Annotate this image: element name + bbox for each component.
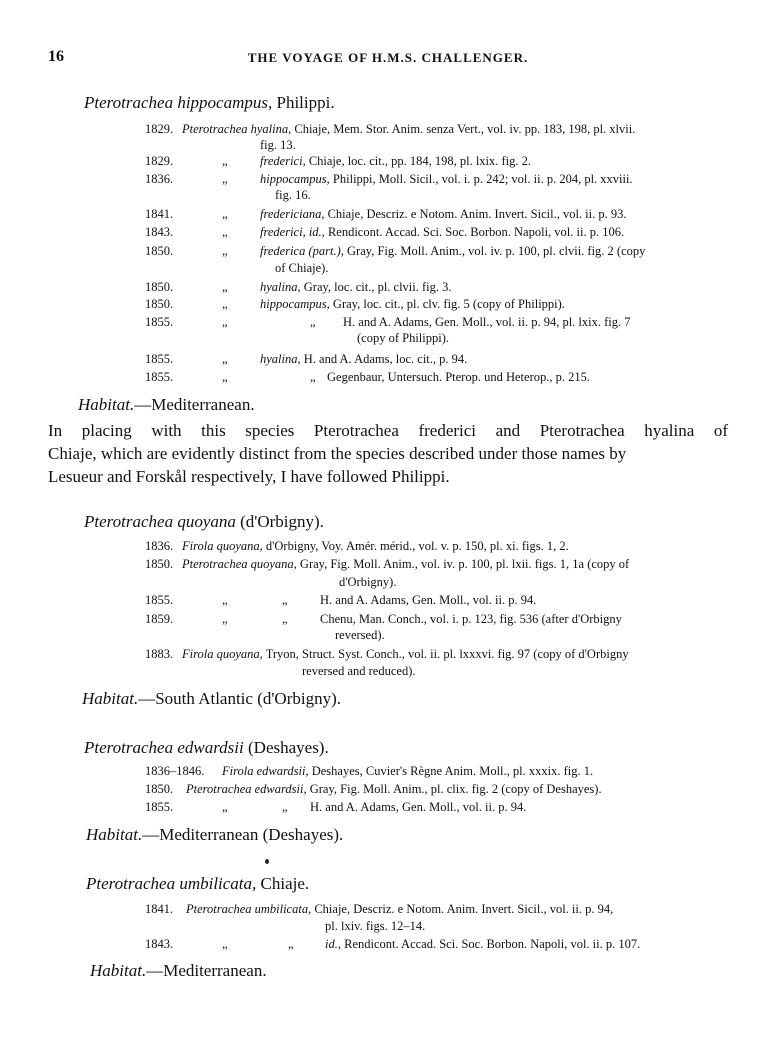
- synonymy-row: 1843. „ „ id., Rendicont. Accad. Sci. Soc. Borbon. Napoli, vol. ii. p. 107.: [145, 937, 641, 951]
- synonymy-row: 1841. „ fredericiana, Chiaje, Descriz. e Notom. Anim. Invert. Sicil., vol. ii. p. 93.: [145, 207, 627, 221]
- synonymy-continuation: pl. lxiv. figs. 12–14.: [325, 919, 426, 933]
- synonymy-row: 1855. „ hyalina, H. and A. Adams, loc. cit., p. 94.: [145, 352, 468, 366]
- synonymy-row: 1836. Firola quoyana, d'Orbigny, Voy. Amér. mérid., vol. v. p. 150, pl. xi. figs. 1, 2.: [145, 539, 569, 553]
- synonymy-continuation: of Chiaje).: [275, 261, 329, 275]
- synonymy-row: 1855. „ „ H. and A. Adams, Gen. Moll., vol. ii. p. 94.: [145, 800, 527, 814]
- synonymy-row: 1850. Pterotrachea edwardsii, Gray, Fig. Moll. Anim., pl. clix. fig. 2 (copy of Deshayes).: [145, 782, 602, 796]
- species-heading-quoyana: Pterotrachea quoyana (d'Orbigny).: [84, 512, 324, 531]
- synonymy-continuation: reversed and reduced).: [302, 664, 416, 678]
- habitat-line: Habitat.—Mediterranean (Deshayes).: [86, 825, 344, 844]
- synonymy-row: 1883. Firola quoyana, Tryon, Struct. Syst. Conch., vol. ii. pl. lxxxvi. fig. 97 (copy of d'Orbigny: [145, 647, 629, 661]
- species-name: Pterotrachea hippocampus,: [84, 93, 273, 112]
- synonymy-row: 1836. „ hippocampus, Philippi, Moll. Sicil., vol. i. p. 242; vol. ii. p. 204, pl. xxviii.: [145, 172, 633, 186]
- habitat-line: Habitat.—Mediterranean.: [78, 395, 255, 414]
- synonymy-row: 1850. „ frederica (part.), Gray, Fig. Moll. Anim., vol. iv. p. 100, pl. clvii. fig. 2 (copy: [145, 244, 646, 258]
- synonymy-row: 1843. „ frederici, id., Rendicont. Accad. Sci. Soc. Borbon. Napoli, vol. ii. p. 106.: [145, 225, 625, 239]
- synonymy-row: 1850. „ hippocampus, Gray, loc. cit., pl. clv. fig. 5 (copy of Philippi).: [145, 297, 565, 311]
- synonymy-row: 1836–1846. Firola edwardsii, Deshayes, Cuvier's Règne Anim. Moll., pl. xxxix. fig. 1.: [145, 764, 594, 778]
- synonymy-row: 1855. „ „ Gegenbaur, Untersuch. Pterop. und Heterop., p. 215.: [145, 370, 590, 384]
- species-heading-hippocampus: [84, 93, 335, 113]
- habitat-line: Habitat.—South Atlantic (d'Orbigny).: [82, 689, 341, 708]
- species-heading-edwardsii: Pterotrachea edwardsii (Deshayes).: [84, 738, 329, 757]
- synonymy-row: 1850. Pterotrachea quoyana, Gray, Fig. Moll. Anim., vol. iv. p. 100, pl. lxii. figs. 1, 1a (copy of: [145, 557, 630, 571]
- species-heading-umbilicata: Pterotrachea umbilicata, Chiaje.: [86, 874, 310, 893]
- ink-speck: [265, 859, 269, 864]
- synonymy-row: 1829. „ frederici, Chiaje, loc. cit., pp. 184, 198, pl. lxix. fig. 2.: [145, 154, 532, 168]
- synonymy-row: 1841. Pterotrachea umbilicata, Chiaje, Descriz. e Notom. Anim. Invert. Sicil., vol. ii. p. 94,: [145, 902, 614, 916]
- page-header: [48, 48, 728, 70]
- species-authority: Philippi.: [276, 93, 335, 112]
- habitat-line: Habitat.—Mediterranean.: [90, 961, 267, 980]
- synonymy-continuation: d'Orbigny).: [339, 575, 397, 589]
- synonymy-row: 1829. Pterotrachea hyalina, Chiaje, Mem. Stor. Anim. senza Vert., vol. iv. pp. 183, 198, pl. xlvii.: [145, 122, 636, 136]
- discussion-paragraph: In placing with this species Pterotrachea frederici and Pterotrachea hyalina of Chiaje, which are evidently distinct from the species described under those names by Lesueur and Forskål respectively, I have followed Philippi.: [48, 421, 728, 486]
- synonymy-row: 1855. „ „ H. and A. Adams, Gen. Moll., vol. ii. p. 94.: [145, 593, 537, 607]
- synonymy-continuation: fig. 16.: [275, 188, 311, 202]
- synonymy-continuation: (copy of Philippi).: [357, 331, 450, 345]
- synonymy-row: 1859. „ „ Chenu, Man. Conch., vol. i. p. 123, fig. 536 (after d'Orbigny: [145, 612, 622, 626]
- synonymy-continuation: fig. 13.: [260, 138, 296, 152]
- synonymy-continuation: reversed).: [335, 628, 385, 642]
- page-number: 16: [48, 48, 64, 65]
- synonymy-row: 1855. „ „ H. and A. Adams, Gen. Moll., vol. ii. p. 94, pl. lxix. fig. 7: [145, 315, 631, 329]
- running-title: THE VOYAGE OF H.M.S. CHALLENGER.: [247, 50, 529, 65]
- synonymy-row: 1850. „ hyalina, Gray, loc. cit., pl. clvii. fig. 3.: [145, 280, 452, 294]
